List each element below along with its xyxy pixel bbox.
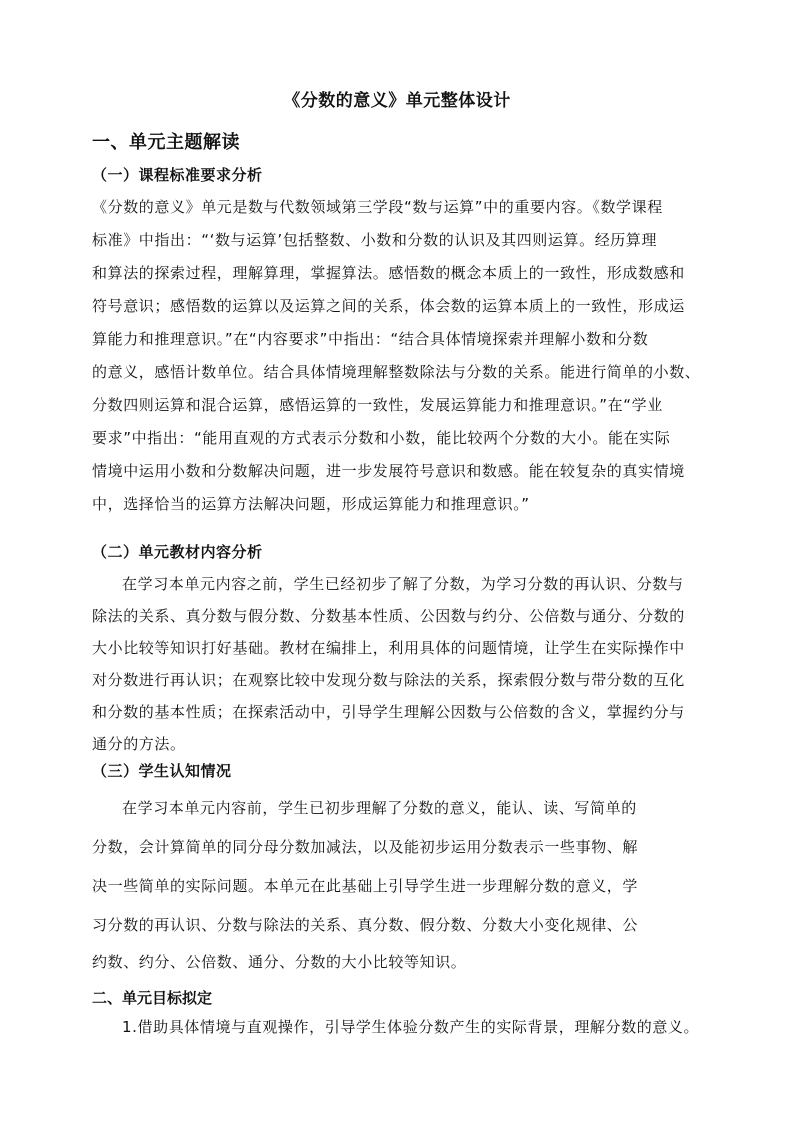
paragraph-line: 和分数的基本性质；在探索活动中，引导学生理解公因数与公倍数的含义，掌握约分与 <box>92 703 685 721</box>
subsection-heading-cognition: （三）学生认知情况 <box>92 762 232 780</box>
paragraph-line: 符号意识；感悟数的运算以及运算之间的关系，体会数的运算本质上的一致性，形成运 <box>92 297 685 315</box>
paragraph-line: 决一些简单的实际问题。本单元在此基础上引导学生进一步理解分数的意义，学 <box>92 877 639 895</box>
paragraph-line: 情境中运用小数和分数解决问题，进一步发展符号意识和数感。能在较复杂的真实情境 <box>92 462 685 480</box>
paragraph-line: 在学习本单元内容前，学生已初步理解了分数的意义，能认、读、写简单的 <box>122 799 637 817</box>
paragraph-line: 算能力和推理意识。”在“内容要求”中指出：“结合具体情境探索并理解小数和分数 <box>92 330 649 348</box>
section-heading-theme: 一、单元主题解读 <box>92 132 240 153</box>
paragraph-line: 和算法的探索过程，理解算理，掌握算法。感悟数的概念本质上的一致性，形成数感和 <box>92 264 685 282</box>
subsection-heading-curriculum: （一）课程标准要求分析 <box>92 166 263 184</box>
paragraph-line: 《分数的意义》单元是数与代数领域第三学段“数与运算”中的重要内容。《数学课程 <box>92 198 663 216</box>
paragraph-line: 中，选择恰当的运算方法解决问题，形成运算能力和推理意识。” <box>92 495 530 513</box>
paragraph-line: 除法的关系、真分数与假分数、分数基本性质、公因数与约分、公倍数与通分、分数的 <box>92 607 685 625</box>
paragraph-line: 分数四则运算和混合运算，感悟运算的一致性，发展运算能力和推理意识。”在“学业 <box>92 396 663 414</box>
section-heading-goals: 二、单元目标拟定 <box>92 989 213 1007</box>
paragraph-line: 对分数进行再认识；在观察比较中发现分数与除法的关系，探索假分数与带分数的互化 <box>92 671 685 689</box>
paragraph-line: 约数、约分、公倍数、通分、分数的大小比较等知识。 <box>92 953 467 971</box>
paragraph-line: 大小比较等知识打好基础。教材在编排上，利用具体的问题情境，让学生在实际操作中 <box>92 639 685 657</box>
paragraph-line: 标准》中指出：“‘数与运算’包括整数、小数和分数的认识及其四则运算。经历算理 <box>92 231 658 249</box>
paragraph-line: 习分数的再认识、分数与除法的关系、真分数、假分数、分数大小变化规律、公 <box>92 916 639 934</box>
paragraph-line: 在学习本单元内容之前，学生已经初步了解了分数，为学习分数的再认识、分数与 <box>122 575 684 593</box>
subsection-heading-textbook: （二）单元教材内容分析 <box>92 543 263 561</box>
paragraph-line: 1.借助具体情境与直观操作，引导学生体验分数产生的实际背景，理解分数的意义。 <box>122 1018 700 1036</box>
paragraph-line: 分数，会计算简单的同分母分数加减法，以及能初步运用分数表示一些事物、解 <box>92 838 639 856</box>
paragraph-line: 的意义，感悟计数单位。结合具体情境理解整数除法与分数的关系。能进行简单的小数、 <box>92 363 701 381</box>
document-title: 《分数的意义》单元整体设计 <box>283 91 511 111</box>
paragraph-line: 通分的方法。 <box>92 735 186 753</box>
paragraph-line: 要求”中指出：“能用直观的方式表示分数和小数，能比较两个分数的大小。能在实际 <box>92 429 671 447</box>
